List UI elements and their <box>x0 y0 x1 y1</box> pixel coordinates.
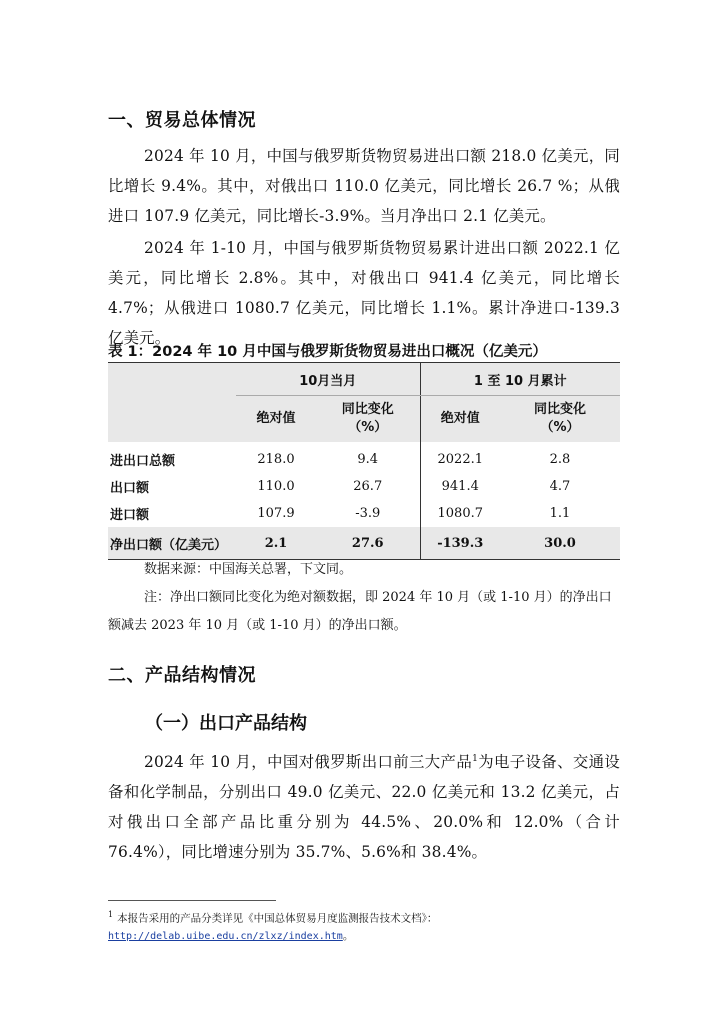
footnote-ref[interactable]: 1 <box>472 754 479 764</box>
footnote <box>108 906 628 945</box>
header-yoy-line2: （%） <box>540 420 580 435</box>
header-month: 10月当月 <box>236 363 420 396</box>
paragraph-part-b: 为电子设备、交通设备和化学制品，分别出口 49.0 亿美元、22.0 亿美元和 13.2 亿美元，占对俄出口全部产品比重分别为 44.5%、20.0%和 12.0%（合计 76.4%），同比增速分别为 35.7%、5.6%和 38.4%。 <box>108 753 620 862</box>
cell-cum-abs: 2022.1 <box>420 442 500 473</box>
section-2-paragraph <box>108 744 620 867</box>
cell-month-abs: 218.0 <box>257 452 295 467</box>
header-cumulative: 1 至 10 月累计 <box>420 363 620 396</box>
header-month-abs: 绝对值 <box>236 396 316 443</box>
header-yoy-line1: 同比变化 <box>533 402 586 417</box>
row-label: 进出口总额 <box>110 454 176 469</box>
section-2-subheading: （一）出口产品结构 <box>145 713 307 734</box>
header-blank-2 <box>108 396 236 443</box>
header-yoy-line1: 同比变化 <box>341 402 394 417</box>
data-source-note: 数据来源：中国海关总署，下文同。 <box>144 562 353 577</box>
cell-month-yoy: 9.4 <box>357 452 379 467</box>
header-cum-yoy <box>500 396 620 443</box>
table-row <box>108 442 620 473</box>
section-1-heading: 一、贸易总体情况 <box>108 110 256 131</box>
table-header-row-2 <box>108 396 620 443</box>
total-cum-abs: -139.3 <box>420 527 500 560</box>
cell-cum-abs: 941.4 <box>420 473 500 500</box>
cell-month-yoy: 26.7 <box>353 479 383 494</box>
cell-month-abs: 107.9 <box>257 506 295 521</box>
footnote-end: 。 <box>342 929 354 942</box>
row-label: 进口额 <box>110 508 150 523</box>
header-month-yoy <box>316 396 420 443</box>
total-label: 净出口额（亿美元） <box>108 527 236 560</box>
footnote-text: 本报告采用的产品分类详见《中国总体贸易月度监测报告技术文档》： <box>117 912 438 925</box>
cell-cum-abs: 1080.7 <box>420 500 500 527</box>
table-header-row-1 <box>108 363 620 396</box>
table-row <box>108 500 620 527</box>
cell-month-abs: 110.0 <box>257 479 295 494</box>
footnote-divider <box>108 900 276 901</box>
section-2-heading: 二、产品结构情况 <box>108 665 256 686</box>
cell-cum-yoy: 4.7 <box>549 479 571 494</box>
section-1-paragraph-1: 2024 年 10 月，中国与俄罗斯货物贸易进出口额 218.0 亿美元，同比增长 9.4%。其中，对俄出口 110.0 亿美元，同比增长 26.7 %；从俄进口 107.9 亿美元，同比增长-3.9%。当月净出口 2.1 亿美元。 <box>108 147 620 225</box>
table-caption: 表 1：2024 年 10 月中国与俄罗斯货物贸易进出口概况（亿美元） <box>108 344 547 360</box>
trade-summary-table <box>108 362 620 560</box>
total-month-yoy: 27.6 <box>316 527 420 560</box>
header-yoy-line2: （%） <box>348 420 388 435</box>
table-note: 注：净出口额同比变化为绝对额数据，即 2024 年 10 月（或 1-10 月）的净出口额减去 2023 年 10 月（或 1-10 月）的净出口额。 <box>108 590 612 633</box>
footnote-number: 1 <box>108 910 114 919</box>
header-cum-abs: 绝对值 <box>420 396 500 443</box>
cell-cum-yoy: 2.8 <box>549 452 571 467</box>
total-month-abs: 2.1 <box>236 527 316 560</box>
row-label: 出口额 <box>110 481 150 496</box>
total-cum-yoy: 30.0 <box>500 527 620 560</box>
section-1-paragraph-2: 2024 年 1-10 月，中国与俄罗斯货物贸易累计进出口额 2022.1 亿美元，同比增长 2.8%。其中，对俄出口 941.4 亿美元，同比增长 4.7%；从俄进口 1080.7 亿美元，同比增长 1.1%。累计净进口-139.3 亿美元。 <box>108 239 620 347</box>
paragraph-part-a: 2024 年 10 月，中国对俄罗斯出口前三大产品 <box>144 753 473 772</box>
table-row <box>108 473 620 500</box>
header-blank <box>108 363 236 396</box>
table-total-row <box>108 527 620 560</box>
footnote-link[interactable]: http://delab.uibe.edu.cn/zlxz/index.htm <box>108 930 343 942</box>
cell-cum-yoy: 1.1 <box>549 506 571 521</box>
cell-month-yoy: -3.9 <box>355 506 381 521</box>
